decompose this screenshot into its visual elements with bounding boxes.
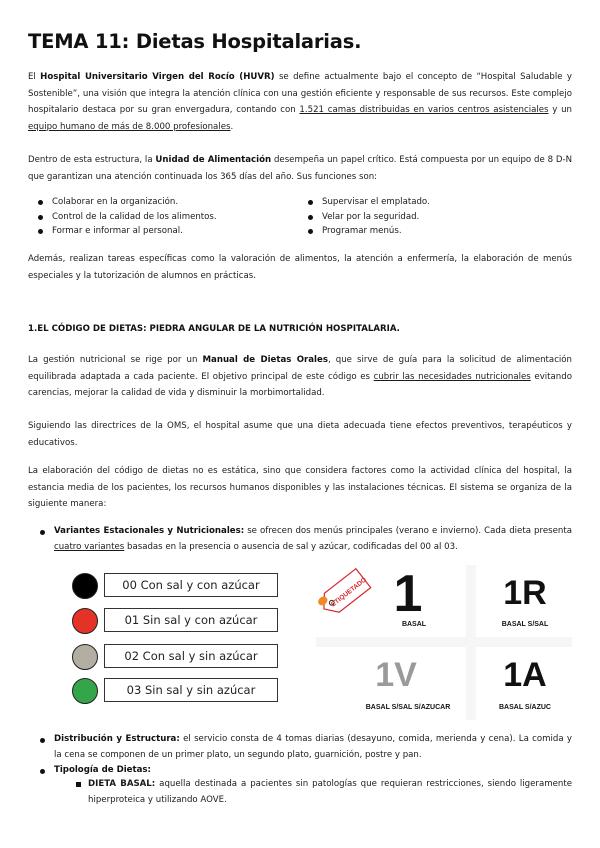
intro-text-2: se define actualmente bajo el concepto de “Hospital Saludable y Sostenible”, una visión que integra la atención clínica con una gestión eficiente y responsable de sus recursos. Este complejo hospitalario destaca por su gran envergadura, contando con <box>28 72 572 115</box>
bullet-dot <box>40 738 45 743</box>
variant-color-dot <box>72 644 98 670</box>
distribution-title: Distribución y Estructura: <box>54 734 180 744</box>
variant-color-dot <box>72 608 98 634</box>
distribution-text: el servicio consta de 4 tomas diarias (desayuno, comida, merienda y cena). La comida y la cena se componen de un primer plato, un segundo plato, guarnición, postre y pan. <box>54 734 572 760</box>
code-number: 1 <box>393 565 423 623</box>
manual-name: Manual de Dietas Orales <box>202 355 328 365</box>
staff-highlight: equipo humano de más de 8.000 profesionales <box>28 121 231 132</box>
intro-text-3: y un <box>548 105 572 115</box>
functions-right-column <box>308 195 568 239</box>
variant-row <box>68 606 286 634</box>
variant-label: 00 Con sal y con azúcar <box>104 573 278 597</box>
square-bullet <box>76 782 81 787</box>
bullet-dot <box>40 530 45 535</box>
function-item: Programar menús. <box>308 224 568 239</box>
beds-highlight: 1.521 camas distribuidas en varios centros asistenciales <box>299 105 549 115</box>
variant-row <box>68 642 286 670</box>
unit-text-2: desempeña un papel crítico. Está compuesta por un equipo de 8 D-N que garantizan una atención continuada los 365 días del año. Sus funciones son: <box>28 155 572 182</box>
basal-diet-text <box>88 777 572 808</box>
code-label: BASAL S/SAL <box>501 621 549 628</box>
code-label: BASAL <box>401 621 427 628</box>
code-label: BASAL S/SAL S/AZUCAR <box>365 704 451 711</box>
code-number: 1V <box>375 656 417 694</box>
bullet-dot <box>40 769 45 774</box>
code-number: 1A <box>503 656 547 694</box>
variants-bullet-text <box>54 524 572 555</box>
variant-label: 03 Sin sal y sin azúcar <box>104 678 278 702</box>
elaboration-paragraph: La elaboración del código de dietas no es estática, sino que considera factores como la actividad clínica del hospital, la estancia media de los pacientes, los recursos humanos disponibles y las instalaciones técnicas. El sistema se organiza de la siguiente manera: <box>28 466 572 509</box>
function-item: Control de la calidad de los alimentos. <box>38 210 298 225</box>
function-item: Velar por la seguridad. <box>308 210 568 225</box>
functions-left-column <box>38 195 298 239</box>
section-1-heading: 1.EL CÓDIGO DE DIETAS: PIEDRA ANGULAR DE LA NUTRICIÓN HOSPITALARIA. <box>28 324 400 334</box>
tag-text: ETIQUETADO <box>330 576 369 609</box>
unit-name: Unidad de Alimentación <box>155 155 272 165</box>
manual-text-2: , que sirve de guía para la solicitud de alimentación equilibrada adaptada a cada paciente. El objetivo principal de este código es <box>28 355 573 382</box>
variant-label: 01 Sin sal y con azúcar <box>104 608 278 632</box>
manual-text-1: La gestión nutricional se rige por un <box>28 355 203 365</box>
unit-paragraph <box>28 152 572 185</box>
page-title: TEMA 11: Dietas Hospitalarias. <box>28 30 362 53</box>
variant-label: 02 Con sal y sin azúcar <box>104 644 278 668</box>
intro-paragraph <box>28 69 572 135</box>
function-item: Formar e informar al personal. <box>38 224 298 239</box>
extra-tasks-paragraph: Además, realizan tareas específicas como la valoración de alimentos, la atención a enfermería, la elaboración de menús especiales y la tutorización de alumnos en prácticas. <box>28 254 572 281</box>
variants-highlight: cuatro variantes <box>54 541 125 552</box>
function-item: Colaborar en la organización. <box>38 195 298 210</box>
oms-paragraph: Siguiendo las directrices de la OMS, el hospital asume que una dieta adecuada tiene efectos preventivos, terapéuticos y educativos. <box>28 421 572 448</box>
unit-text-1: Dentro de esta estructura, la <box>28 155 156 165</box>
function-item: Supervisar el emplatado. <box>308 195 568 210</box>
distribution-bullet-text <box>54 732 572 763</box>
variant-row <box>68 571 286 599</box>
variant-color-dot <box>72 678 98 704</box>
variant-color-dot <box>72 573 98 599</box>
manual-text-3: evitando carencias, mejorar la calidad de vida y disminuir la morbimortalidad. <box>28 371 572 398</box>
basal-diet-title: DIETA BASAL: <box>88 779 156 789</box>
manual-paragraph <box>28 352 572 402</box>
intro-text-4: . <box>230 121 234 132</box>
diet-codes-figure <box>316 565 572 720</box>
variants-bullet-text-2: basadas en la presencia o ausencia de sal y azúcar, codificadas del 00 al 03. <box>124 541 458 552</box>
typology-title: Tipología de Dietas: <box>54 765 151 775</box>
basal-diet-description: aquella destinada a pacientes sin patologías que requieran restricciones, siendo ligeramente hiperproteica y utilizando AOVE. <box>88 779 572 805</box>
code-number: 1R <box>503 574 547 612</box>
basal-diet-subitem <box>76 777 572 808</box>
hospital-name: Hospital Universitario Virgen del Rocío (HUVR) <box>40 72 275 82</box>
variants-bullet-title: Variantes Estacionales y Nutricionales: <box>54 526 245 536</box>
variants-bullet <box>40 524 572 555</box>
distribution-bullet <box>40 732 572 763</box>
code-label: BASAL S/AZUC <box>499 704 551 711</box>
variants-bullet-text-1: se ofrecen dos menús principales (verano e invierno). Cada dieta presenta <box>244 526 572 536</box>
intro-text-1: El <box>28 72 41 82</box>
manual-highlight: cubrir las necesidades nutricionales <box>373 371 531 382</box>
variants-figure <box>68 565 286 715</box>
variant-row <box>68 676 286 704</box>
